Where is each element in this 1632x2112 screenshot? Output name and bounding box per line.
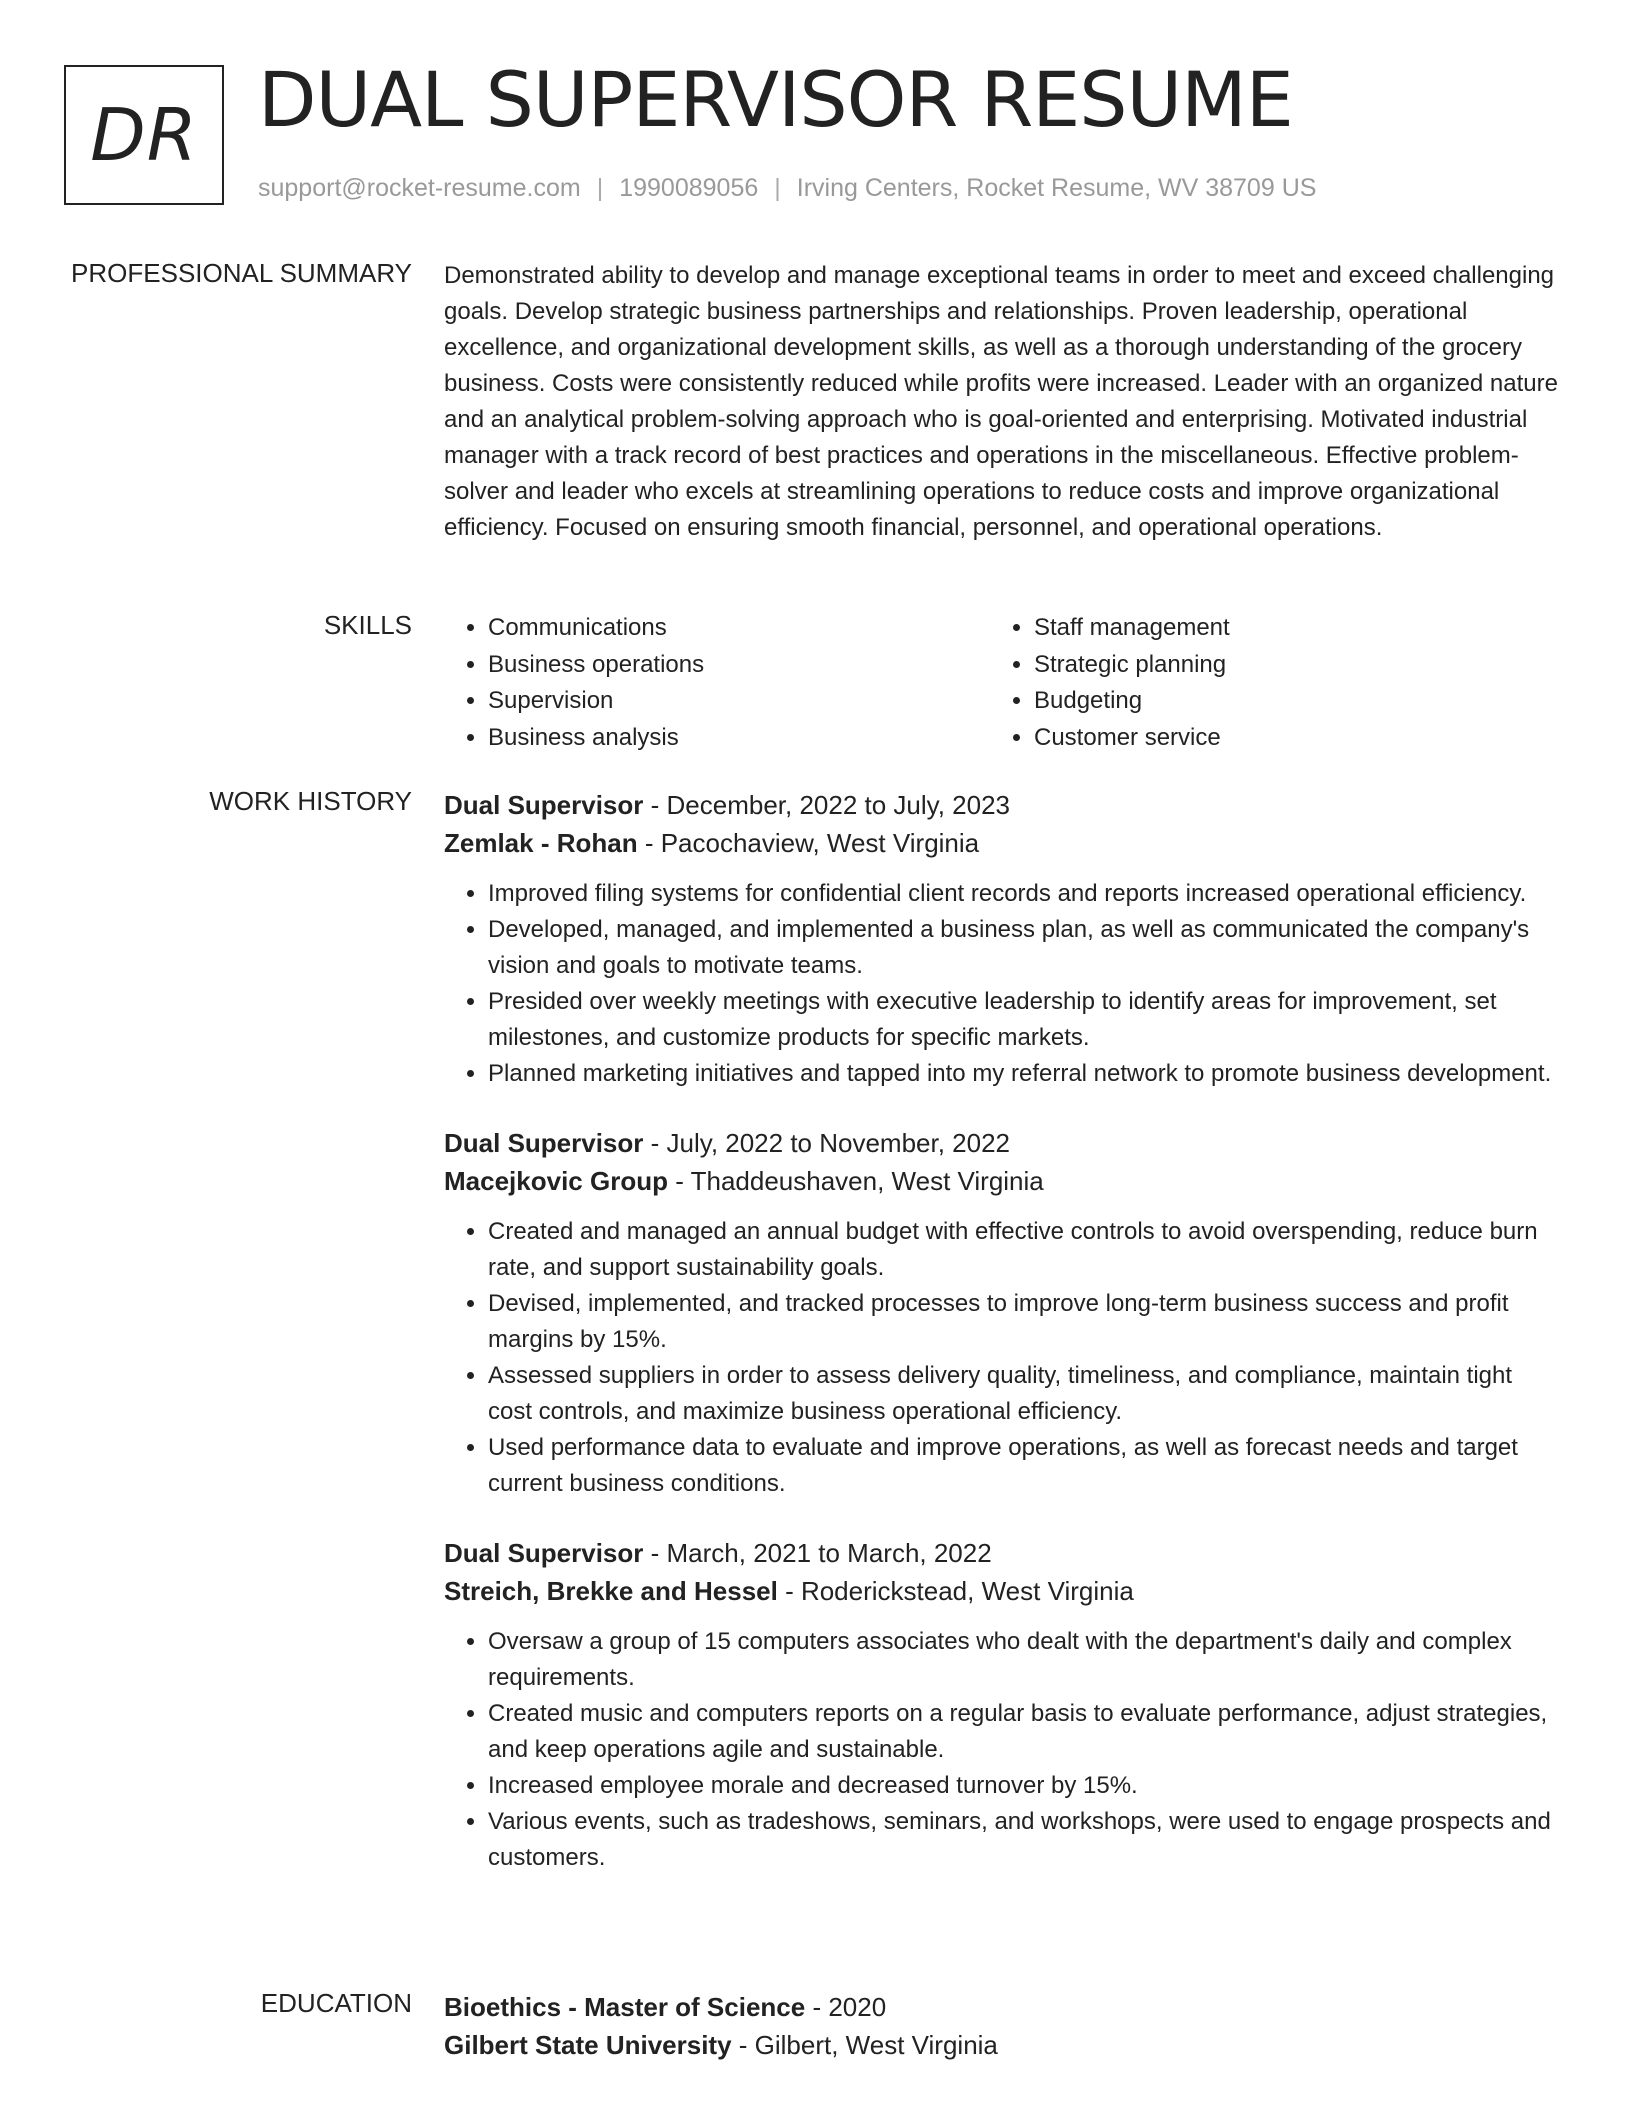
- job-bullet: • Oversaw a group of 15 computers associates who dealt with the department's daily and complex requirements.: [488, 1624, 1560, 1696]
- skill-item: • Business operations: [488, 647, 990, 684]
- job-bullets: [444, 1214, 1560, 1502]
- section-label-education: EDUCATION: [260, 1988, 412, 2018]
- job-location: - Roderickstead, West Virginia: [777, 1576, 1134, 1606]
- skill-item: • Supervision: [488, 683, 990, 720]
- section-label-skills: SKILLS: [323, 610, 412, 640]
- job-title-line: [444, 786, 1560, 824]
- job-bullet: • Developed, managed, and implemented a business plan, as well as communicated the company's vision and goals to motivate teams.: [488, 912, 1560, 984]
- skill-item: • Business analysis: [488, 720, 990, 757]
- contact-separator: |: [596, 174, 604, 202]
- education-location: - Gilbert, West Virginia: [731, 2030, 998, 2060]
- job-entry: [444, 786, 1560, 1092]
- contact-separator: |: [774, 174, 781, 202]
- job-title: Dual Supervisor: [444, 1538, 644, 1568]
- job-dates: - December, 2022 to July, 2023: [643, 790, 1011, 820]
- job-bullet: • Created and managed an annual budget with effective controls to avoid overspending, reduce burn rate, and support sustainability goals.: [488, 1214, 1560, 1286]
- job-bullet: • Devised, implemented, and tracked processes to improve long-term business success and profit margins by 15%.: [488, 1286, 1560, 1358]
- job-location: - Pacochaview, West Virginia: [637, 828, 980, 858]
- section-label-work-history: WORK HISTORY: [209, 786, 412, 816]
- education-degree: Bioethics - Master of Science: [444, 1992, 806, 2022]
- job-title: Dual Supervisor: [444, 790, 644, 820]
- job-company-line: [444, 824, 1560, 862]
- contact-address: Irving Centers, Rocket Resume, WV 38709 US: [796, 174, 1317, 202]
- work-history-content: [444, 786, 1560, 1908]
- contact-email: support@rocket-resume.com: [258, 174, 581, 202]
- skill-item: • Customer service: [1034, 720, 1536, 757]
- contact-line: [258, 174, 1316, 203]
- skills-content: [444, 610, 1560, 756]
- job-bullet: • Created music and computers reports on a regular basis to evaluate performance, adjust strategies, and keep operations agile and sustainable.: [488, 1696, 1560, 1768]
- skill-item: • Strategic planning: [1034, 647, 1536, 684]
- skill-item: • Communications: [488, 610, 990, 647]
- job-title-line: [444, 1124, 1560, 1162]
- job-entry: [444, 1124, 1560, 1502]
- job-bullet: • Planned marketing initiatives and tapped into my referral network to promote business development.: [488, 1056, 1560, 1092]
- section-label-summary: PROFESSIONAL SUMMARY: [71, 258, 412, 288]
- job-company-line: [444, 1572, 1560, 1610]
- job-company: Macejkovic Group: [444, 1166, 668, 1196]
- job-bullet: • Various events, such as tradeshows, seminars, and workshops, were used to engage prospects and customers.: [488, 1804, 1560, 1876]
- education-school-line: [444, 2026, 1560, 2064]
- skills-list-right: [990, 610, 1536, 756]
- summary-text: Demonstrated ability to develop and manage exceptional teams in order to meet and exceed challenging goals. Develop strategic business partnerships and relationships. Proven leadership, operational excellence, and organizational development skills, as well as a thorough understanding of the grocery business. Costs were consistently reduced while profits were increased. Leader with an organized nature and an analytical problem-solving approach who is goal-oriented and enterprising. Motivated industrial manager with a track record of best practices and operations in the miscellaneous. Effective problem-solver and leader who excels at streamlining operations to reduce costs and improve organizational efficiency. Focused on ensuring smooth financial, personnel, and operational operations.: [444, 262, 1558, 541]
- job-bullets: [444, 876, 1560, 1092]
- summary-content: [444, 258, 1560, 546]
- contact-phone: 1990089056: [619, 174, 759, 202]
- job-dates: - March, 2021 to March, 2022: [643, 1538, 992, 1568]
- skill-item: • Budgeting: [1034, 683, 1536, 720]
- education-degree-line: [444, 1988, 1560, 2026]
- job-company-line: [444, 1162, 1560, 1200]
- job-bullet: • Improved filing systems for confidential client records and reports increased operational efficiency.: [488, 876, 1560, 912]
- job-company: Zemlak - Rohan: [444, 828, 638, 858]
- education-year: - 2020: [805, 1992, 887, 2022]
- job-dates: - July, 2022 to November, 2022: [643, 1128, 1011, 1158]
- skill-item: • Staff management: [1034, 610, 1536, 647]
- job-bullet: • Increased employee morale and decreased turnover by 15%.: [488, 1768, 1560, 1804]
- job-entry: [444, 1534, 1560, 1876]
- job-bullet: • Assessed suppliers in order to assess delivery quality, timeliness, and compliance, maintain tight cost controls, and maximize business operational efficiency.: [488, 1358, 1560, 1430]
- job-bullet: • Used performance data to evaluate and improve operations, as well as forecast needs and target current business conditions.: [488, 1430, 1560, 1502]
- job-company: Streich, Brekke and Hessel: [444, 1576, 778, 1606]
- skills-list-left: [444, 610, 990, 756]
- job-title-line: [444, 1534, 1560, 1572]
- job-bullet: • Presided over weekly meetings with executive leadership to identify areas for improvement, set milestones, and customize products for specific markets.: [488, 984, 1560, 1056]
- job-bullets: [444, 1624, 1560, 1876]
- job-location: - Thaddeushaven, West Virginia: [667, 1166, 1044, 1196]
- page-title: DUAL SUPERVISOR RESUME: [258, 55, 1293, 144]
- education-content: [444, 1988, 1560, 2064]
- job-title: Dual Supervisor: [444, 1128, 644, 1158]
- monogram: DR: [64, 65, 224, 205]
- education-school: Gilbert State University: [444, 2030, 732, 2060]
